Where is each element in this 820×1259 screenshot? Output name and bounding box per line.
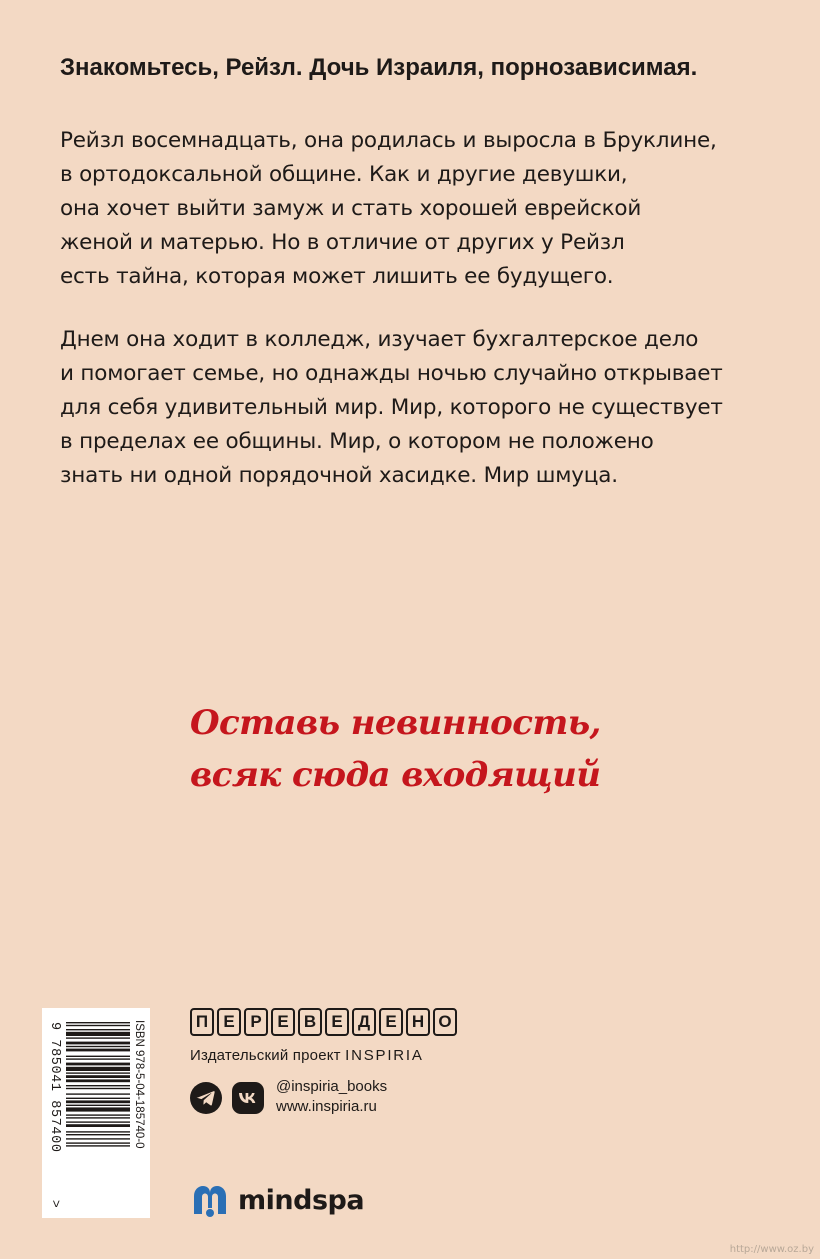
barcode-bar [66, 1124, 130, 1127]
paragraph-line: Днем она ходит в колледж, изучает бухгалтерское дело [60, 327, 699, 352]
series-logo [190, 1008, 457, 1038]
barcode-bar [66, 1131, 130, 1132]
barcode-bar [66, 1114, 130, 1115]
barcode-bar [66, 1098, 130, 1099]
series-letter: Е [217, 1008, 241, 1036]
barcode-bar [66, 1121, 130, 1122]
barcode-bar [66, 1022, 130, 1023]
barcode-bar [66, 1085, 130, 1086]
paragraph-line: в ортодоксальной общине. Как и другие девушки, [60, 162, 628, 187]
paragraph-line: есть тайна, которая может лишить ее будущего. [60, 264, 614, 289]
vk-icon[interactable] [232, 1082, 264, 1114]
barcode-arrow: > [49, 1200, 64, 1208]
project-prefix: Издательский проект [190, 1047, 341, 1064]
barcode-bar [66, 1138, 130, 1139]
barcode-bar [66, 1037, 130, 1038]
barcode-bar [66, 1056, 130, 1057]
barcode-bar [66, 1145, 130, 1146]
mindspa-icon [190, 1182, 230, 1218]
series-letter: Е [271, 1008, 295, 1036]
barcode-bar [66, 1142, 130, 1143]
project-brand: INSPIRIA [345, 1047, 424, 1064]
series-letter: Е [325, 1008, 349, 1036]
mindspa-wordmark: mindspa [238, 1184, 365, 1216]
series-letter: Е [379, 1008, 403, 1036]
barcode-bars [66, 1022, 130, 1147]
tagline-line: всяк сюда входящий [190, 755, 601, 795]
headline: Знакомьтесь, Рейзл. Дочь Израиля, порнозависимая. [60, 54, 698, 81]
description-paragraph-2 [60, 323, 780, 493]
barcode-bar [66, 1079, 130, 1082]
description-paragraph-1 [60, 124, 780, 294]
barcode-bar [66, 1117, 130, 1118]
barcode-bar [66, 1029, 130, 1030]
barcode-bar [66, 1042, 130, 1045]
barcode-bar [66, 1049, 130, 1052]
watermark: http://www.oz.by [729, 1244, 814, 1255]
isbn-barcode [42, 1008, 150, 1218]
paragraph-line: женой и матерью. Но в отличие от других у Рейзл [60, 230, 625, 255]
barcode-digits: 9 785041 857400 [47, 1022, 62, 1153]
series-letter: Н [406, 1008, 430, 1036]
barcode-bar [66, 1032, 130, 1036]
paragraph-line: знать ни одной порядочной хасидке. Мир шмуца. [60, 463, 618, 488]
paragraph-line: для себя удивительный мир. Мир, которого не существует [60, 395, 723, 420]
barcode-bar [66, 1072, 130, 1073]
barcode-bar [66, 1107, 130, 1111]
barcode-bar [66, 1088, 130, 1089]
mindspa-logo [190, 1180, 364, 1220]
paragraph-line: она хочет выйти замуж и стать хорошей еврейской [60, 196, 642, 221]
publisher-project [190, 1047, 424, 1064]
barcode-bar [66, 1075, 130, 1078]
barcode-bar [66, 1046, 130, 1047]
series-letter: О [433, 1008, 457, 1036]
telegram-icon[interactable] [190, 1082, 222, 1114]
paragraph-line: Рейзл восемнадцать, она родилась и выросла в Бруклине, [60, 128, 717, 153]
tagline [190, 697, 601, 801]
series-letter: Р [244, 1008, 268, 1036]
barcode-bar [66, 1134, 130, 1135]
barcode-bar [66, 1063, 130, 1066]
paragraph-line: и помогает семье, но однажды ночью случайно открывает [60, 361, 723, 386]
barcode-bar [66, 1105, 130, 1106]
barcode-bar [66, 1093, 130, 1094]
series-letter: Д [352, 1008, 376, 1036]
barcode-bar [66, 1058, 130, 1059]
tagline-line: Оставь невинность, [190, 703, 601, 743]
series-letter: В [298, 1008, 322, 1036]
barcode-graphic [42, 1008, 150, 1218]
barcode-bar [66, 1100, 130, 1103]
isbn-label: ISBN 978-5-04-185740-0 [133, 1020, 145, 1149]
barcode-bar [66, 1067, 130, 1071]
paragraph-line: в пределах ее общины. Мир, о котором не положено [60, 429, 654, 454]
barcode-bar [66, 1025, 130, 1026]
website-link[interactable]: www.inspiria.ru [276, 1098, 377, 1115]
social-handle[interactable]: @inspiria_books [276, 1078, 388, 1095]
series-letter: П [190, 1008, 214, 1036]
